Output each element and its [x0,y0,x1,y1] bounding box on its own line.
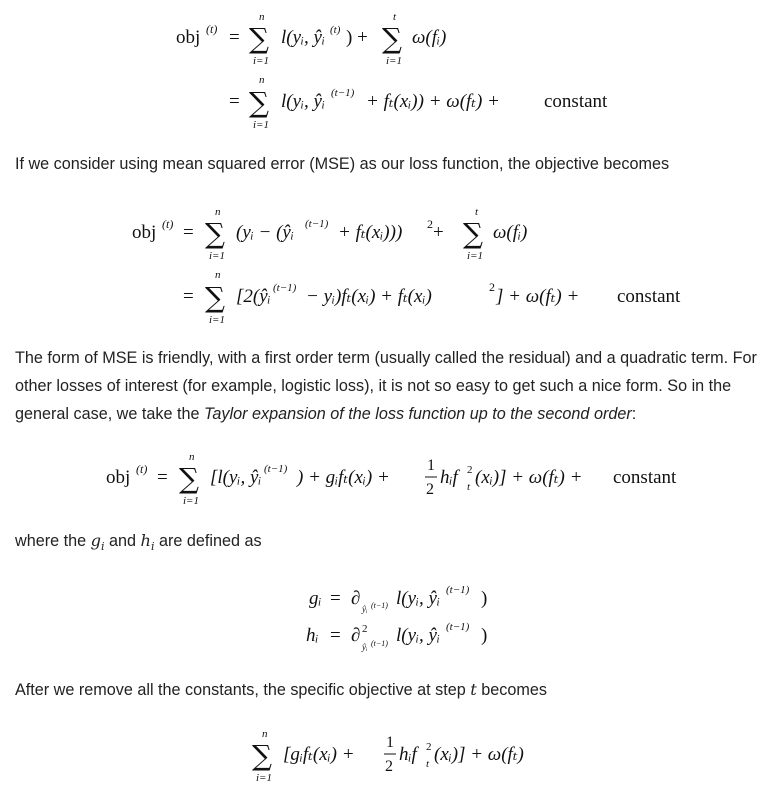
fraction-numerator: 1 [386,734,394,751]
obj-label: obj [176,27,201,48]
paragraph-mse-form-text: The form of MSE is friendly, with a first order term (usually called the residual) and a quadratic term. For other losses of interest (for example, logistic loss), it is not so easy to get such a nice form. So in the general case, we take the [15,349,757,423]
gh-text-tail: are defined as [158,532,262,550]
equals-sign: = [330,625,341,646]
close-paren: ) [481,625,488,646]
sum-upper-t: t [475,206,479,218]
loss-term-superscript: (t) [330,24,341,36]
square-exponent: 2 [426,741,432,753]
partial-symbol: ∂ [351,588,361,609]
obj-label: obj [106,467,131,488]
loss-term-superscript: (t−1) [264,463,288,475]
loss-term: l(yᵢ, ŷᵢ [281,91,325,112]
square-exponent: 2 [489,280,495,294]
loss-term: [l(yᵢ, ŷᵢ [210,467,262,488]
regularization-tail: (xᵢ)] + ω(fₜ) + [475,467,583,488]
g-symbol: $g_i$ [90,531,105,554]
f-subscript-t: t [426,758,430,770]
partial-subscript: ŷᵢ [362,604,368,614]
regularization-tail: (xᵢ)] + ω(fₜ) [434,744,524,765]
partial-subscript-superscript: (t−1) [371,639,388,648]
equals-sign: = [229,91,240,112]
sum-symbol: ∑ [205,281,225,314]
obj-superscript: (t) [162,217,174,231]
sum-lower-index: i=1 [209,314,225,326]
obj-superscript: (t) [136,462,148,476]
sum-upper-n: n [262,728,268,740]
equals-sign: = [330,588,341,609]
sum-symbol: ∑ [252,739,272,772]
fraction-denominator: 2 [385,758,393,775]
loss-term: l(yᵢ, ŷᵢ [396,588,440,609]
gradient-term: [gᵢfₜ(xᵢ) + [283,744,355,765]
partial-subscript: ŷᵢ [362,642,368,652]
regularization-tail: ] + ω(fₜ) + [496,286,580,307]
regularization-term: ω(fᵢ) [493,222,528,243]
gh-text-a: where the [15,532,87,550]
expanded-term: [2(ŷᵢ [236,286,271,307]
sum-lower-index: i=1 [183,495,199,507]
equals-sign: = [183,222,194,243]
f-subscript-t: t [467,481,471,493]
step-t-symbol: t [470,680,477,699]
sum-symbol-2: ∑ [382,22,402,55]
partial-symbol: ∂ [351,625,361,646]
fraction-numerator: 1 [427,457,435,474]
sum-upper-t: t [393,11,397,23]
loss-term-superscript: (t−1) [446,584,470,596]
residual-term: (yᵢ − (ŷᵢ [236,222,294,243]
close-paren: ) [481,588,488,609]
obj-label: obj [132,222,157,243]
loss-term-superscript: (t−1) [331,87,355,99]
sum-lower-index-2: i=1 [386,55,402,67]
equals-sign: = [183,286,194,307]
sum-upper-n: n [259,74,265,86]
obj-superscript: (t) [206,22,218,36]
constant-term: constant [613,467,677,488]
residual-superscript: (t−1) [305,218,329,230]
sum-lower-index: i=1 [256,772,272,784]
constants-text-b: becomes [481,681,547,699]
sum-symbol: ∑ [249,22,269,55]
h-symbol: $h_i$ [140,531,155,554]
gi-symbol: gᵢ [309,588,322,609]
loss-term-superscript: (t−1) [446,621,470,633]
sum-upper-n: n [259,11,265,23]
plus-sign: ) + [346,27,368,48]
sum-upper-n: n [189,451,195,463]
gh-text-and: and [109,532,137,550]
sum-upper-n: n [215,269,221,281]
sum-lower-index: i=1 [253,55,269,67]
constants-text-a: After we remove all the constants, the specific objective at step [15,681,466,699]
sum-lower-index: i=1 [209,250,225,262]
plus-sign: + [433,222,444,243]
sum-symbol: ∑ [249,86,269,119]
paragraph-mse-intro: If we consider using mean squared error (MSE) as our loss function, the objective becomes [15,155,670,173]
constant-term: constant [617,286,681,307]
expanded-term-2: − yᵢ)fₜ(xᵢ) + fₜ(xᵢ) [306,286,432,307]
sum-symbol-2: ∑ [463,217,483,250]
sum-symbol: ∑ [205,217,225,250]
second-order-exponent: 2 [362,623,368,635]
taylor-expansion-emphasis: Taylor expansion of the loss function up to the second order [203,405,632,423]
equals-sign: = [157,467,168,488]
loss-term: l(yᵢ, ŷᵢ [281,27,325,48]
sum-lower-index-2: i=1 [467,250,483,262]
fraction-denominator: 2 [426,481,434,498]
equals-sign: = [229,27,240,48]
paragraph-colon: : [631,405,637,423]
sum-symbol: ∑ [179,462,199,495]
constant-term: constant [544,91,608,112]
step-terms: + fₜ(xᵢ)) + ω(fₜ) + [366,91,500,112]
gradient-term: ) + gᵢfₜ(xᵢ) + [297,467,390,488]
square-exponent: 2 [427,217,433,231]
regularization-term: ω(fᵢ) [412,27,447,48]
sum-upper-n: n [215,206,221,218]
model-output-term: + fₜ(xᵢ))) [338,222,403,243]
square-exponent: 2 [467,464,473,476]
hessian-term: hᵢf [399,744,417,765]
partial-subscript-superscript: (t−1) [371,601,388,610]
expanded-superscript: (t−1) [273,282,297,294]
sum-lower-index: i=1 [253,119,269,131]
hessian-term: hᵢf [440,467,458,488]
hi-symbol: hᵢ [306,625,319,646]
loss-term: l(yᵢ, ŷᵢ [396,625,440,646]
